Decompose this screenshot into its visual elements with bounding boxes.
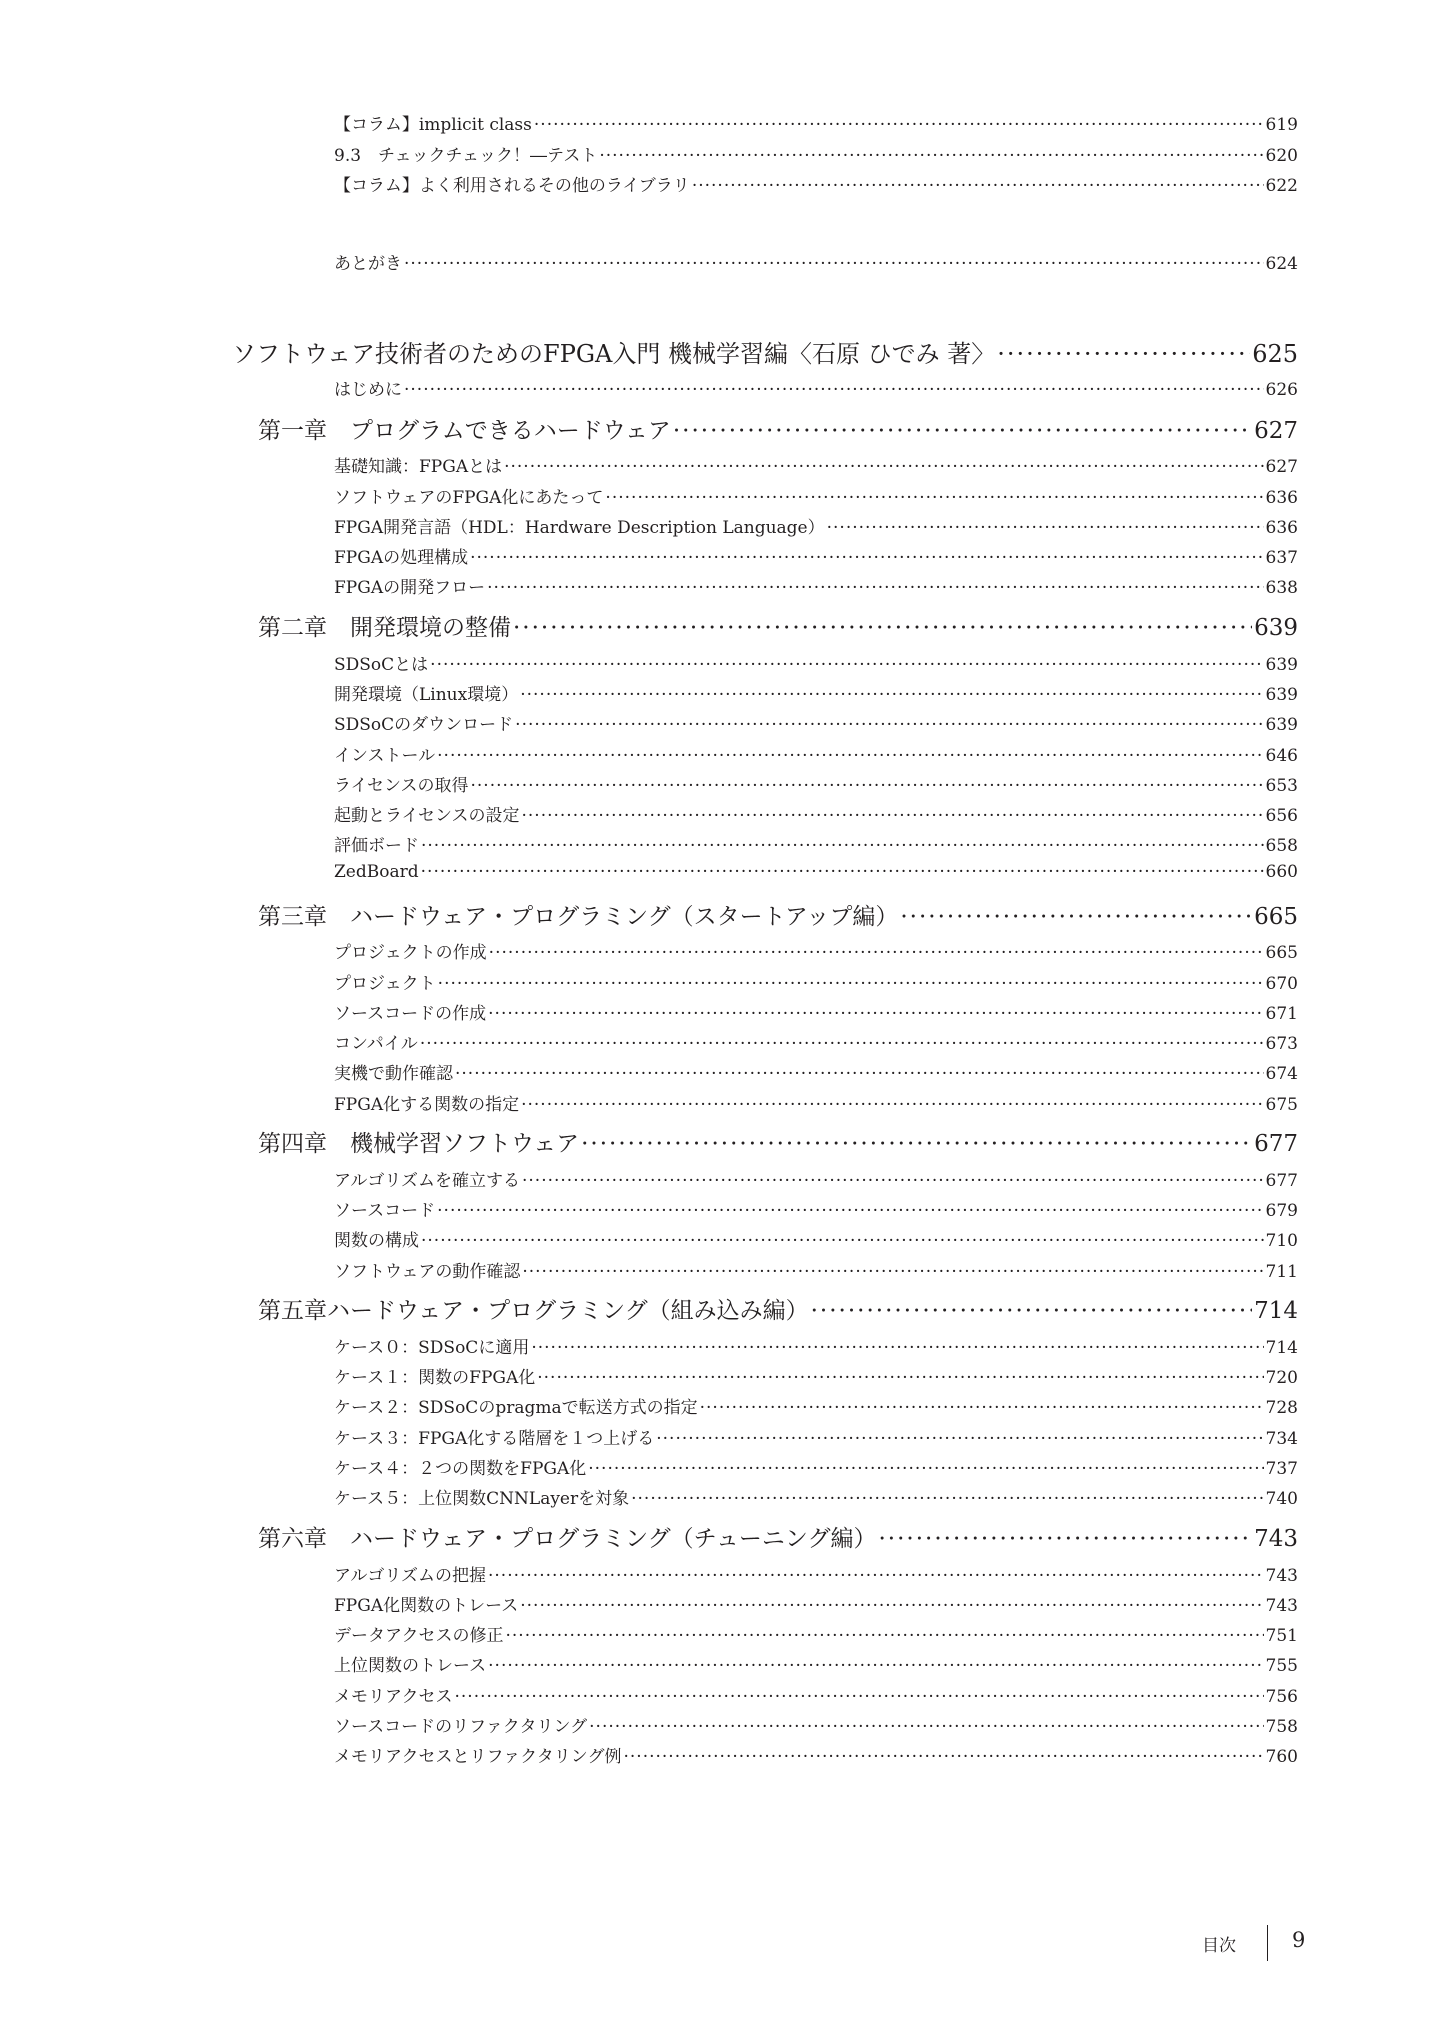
toc-dot-leader — [430, 655, 1263, 675]
toc-dot-leader — [521, 1095, 1263, 1115]
toc-entry-title: 基礎知識：FPGAとは — [334, 457, 503, 477]
toc-entry-section — [334, 1712, 1298, 1737]
toc-entry-page: 636 — [1265, 518, 1298, 538]
toc-entry-section — [334, 1196, 1298, 1221]
toc-entry-title: ライセンスの取得 — [334, 776, 469, 796]
toc-dot-leader — [588, 1459, 1263, 1479]
toc-entry-section — [334, 999, 1298, 1024]
toc-entry-title: ケース０：SDSoCに適用 — [334, 1338, 530, 1358]
toc-entry-page: 720 — [1265, 1368, 1298, 1388]
toc-dot-leader — [470, 548, 1263, 568]
toc-entry-page: 627 — [1265, 457, 1298, 477]
toc-entry-title: はじめに — [334, 380, 402, 400]
toc-entry-chapter — [258, 1292, 1298, 1325]
toc-dot-leader — [455, 1687, 1264, 1707]
toc-entry-section — [334, 938, 1298, 963]
toc-entry-section — [334, 1682, 1298, 1707]
toc-entry-title: ソフトウェア技術者のためのFPGA入門 機械学習編〈石原 ひでみ 著〉 — [232, 340, 996, 368]
toc-dot-leader — [506, 1626, 1264, 1646]
toc-entry-title: FPGA化関数のトレース — [334, 1596, 519, 1616]
toc-dot-leader — [531, 1338, 1263, 1358]
toc-dot-leader — [589, 1717, 1263, 1737]
toc-entry-part — [232, 334, 1298, 369]
toc-entry-chapter — [258, 898, 1298, 931]
toc-entry-section — [334, 1059, 1298, 1084]
toc-entry-section — [334, 1454, 1298, 1479]
toc-entry-page: 627 — [1254, 418, 1298, 444]
toc-entry-title: 第二章 開発環境の整備 — [258, 615, 511, 641]
toc-entry-title: 開発環境（Linux環境） — [334, 685, 519, 705]
toc-entry-title: 第一章 プログラムできるハードウェア — [258, 418, 671, 444]
toc-entry-section — [334, 141, 1298, 166]
toc-entry-page: 740 — [1265, 1489, 1298, 1509]
toc-entry-page: 714 — [1265, 1338, 1298, 1358]
toc-entry-title: 第五章ハードウェア・プログラミング（組み込み編） — [258, 1298, 809, 1324]
toc-entry-title: ケース５：上位関数CNNLayerを対象 — [334, 1489, 630, 1509]
toc-entry-title: 9.3 チェックチェック！―テスト — [334, 146, 598, 166]
toc-entry-title: ソフトウェアの動作確認 — [334, 1262, 521, 1282]
toc-entry-title: 上位関数のトレース — [334, 1656, 487, 1676]
toc-dot-leader — [599, 146, 1263, 166]
toc-entry-section — [334, 1393, 1298, 1418]
toc-entry-section — [334, 1621, 1298, 1646]
toc-entry-page: 677 — [1265, 1171, 1298, 1191]
toc-entry-page: 728 — [1265, 1398, 1298, 1418]
toc-entry-page: 743 — [1265, 1566, 1298, 1586]
toc-dot-leader — [700, 1398, 1264, 1418]
toc-entry-page: 665 — [1265, 943, 1298, 963]
toc-entry-title: 【コラム】よく利用されるその他のライブラリ — [334, 176, 690, 196]
toc-entry-page: 756 — [1265, 1687, 1298, 1707]
toc-entry-section — [334, 771, 1298, 796]
toc-entry-page: 639 — [1265, 655, 1298, 675]
toc-entry-page: 622 — [1265, 176, 1298, 196]
toc-entry-title: あとがき — [334, 254, 402, 274]
toc-entry-title: コンパイル — [334, 1034, 418, 1054]
toc-entry-page: 625 — [1252, 340, 1298, 368]
toc-dot-leader — [513, 615, 1252, 641]
toc-dot-leader — [421, 862, 1264, 882]
toc-entry-title: プロジェクト — [334, 974, 436, 994]
toc-dot-leader — [692, 176, 1264, 196]
toc-entry-page: 638 — [1265, 578, 1298, 598]
toc-entry-page: 671 — [1265, 1004, 1298, 1024]
toc-dot-leader — [581, 1131, 1252, 1157]
toc-dot-leader — [404, 380, 1264, 400]
toc-entry-section — [334, 1591, 1298, 1616]
toc-entry-title: ZedBoard — [334, 862, 419, 882]
toc-entry-section — [334, 1484, 1298, 1509]
toc-dot-leader — [537, 1368, 1263, 1388]
toc-entry-section — [334, 1333, 1298, 1358]
toc-entry-page: 639 — [1265, 685, 1298, 705]
toc-entry-title: メモリアクセスとリファクタリング例 — [334, 1747, 622, 1767]
toc-entry-section — [334, 1226, 1298, 1251]
toc-entry-page: 674 — [1265, 1064, 1298, 1084]
toc-entry-title: 第六章 ハードウェア・プログラミング（チューニング編） — [258, 1526, 877, 1552]
toc-entry-section — [334, 1166, 1298, 1191]
toc-entry-page: 620 — [1265, 146, 1298, 166]
toc-dot-leader — [470, 776, 1263, 796]
toc-entry-chapter — [258, 1520, 1298, 1553]
toc-dot-leader — [488, 1004, 1263, 1024]
toc-entry-page: 670 — [1265, 974, 1298, 994]
toc-entry-section — [334, 1363, 1298, 1388]
toc-dot-leader — [811, 1298, 1252, 1324]
toc-entry-section — [334, 831, 1298, 856]
toc-entry-page: 755 — [1265, 1656, 1298, 1676]
toc-dot-leader — [455, 1064, 1264, 1084]
toc-entry-section — [334, 741, 1298, 766]
toc-dot-leader — [878, 1526, 1252, 1552]
footer-divider — [1267, 1925, 1268, 1961]
toc-entry-title: インストール — [334, 746, 436, 766]
toc-entry-title: アルゴリズムを確立する — [334, 1171, 520, 1191]
toc-entry-page: 656 — [1265, 806, 1298, 826]
footer-section-label: 目次 — [1202, 1936, 1236, 1956]
toc-entry-title: ソースコードの作成 — [334, 1004, 487, 1024]
toc-entry-section — [334, 1742, 1298, 1767]
toc-entry-title: ソースコードのリファクタリング — [334, 1717, 588, 1737]
toc-entry-section — [334, 110, 1298, 135]
page-footer — [1180, 1925, 1330, 1965]
toc-entry-section — [334, 969, 1298, 994]
toc-entry-section — [334, 1090, 1298, 1115]
toc-entry-title: アルゴリズムの把握 — [334, 1566, 486, 1586]
toc-dot-leader — [520, 1596, 1263, 1616]
toc-entry-chapter — [258, 609, 1298, 642]
toc-entry-title: FPGAの開発フロー — [334, 578, 486, 598]
toc-dot-leader — [827, 518, 1264, 538]
toc-entry-page: 665 — [1254, 904, 1298, 930]
toc-entry-page: 743 — [1265, 1596, 1298, 1616]
toc-entry-page: 636 — [1265, 488, 1298, 508]
toc-entry-section — [334, 1424, 1298, 1449]
toc-entry-page: 711 — [1265, 1262, 1298, 1282]
toc-entry-section — [334, 249, 1298, 274]
toc-entry-page: 653 — [1265, 776, 1298, 796]
toc-entry-page: 639 — [1265, 715, 1298, 735]
toc-entry-title: 評価ボード — [334, 836, 419, 856]
toc-entry-title: 起動とライセンスの設定 — [334, 806, 520, 826]
toc-entry-section — [334, 375, 1298, 400]
toc-entry-section — [334, 1257, 1298, 1282]
toc-dot-leader — [520, 685, 1263, 705]
toc-entry-title: ケース２：SDSoCのpragmaで転送方式の指定 — [334, 1398, 698, 1418]
toc-dot-leader — [421, 1231, 1264, 1251]
toc-entry-title: 第四章 機械学習ソフトウェア — [258, 1131, 580, 1157]
toc-entry-section — [334, 171, 1298, 196]
toc-dot-leader — [437, 746, 1263, 766]
toc-entry-title: 【コラム】implicit class — [334, 115, 532, 135]
toc-entry-title: SDSoCのダウンロード — [334, 715, 514, 735]
toc-dot-leader — [504, 457, 1263, 477]
toc-entry-section — [334, 680, 1298, 705]
toc-dot-leader — [438, 974, 1264, 994]
toc-entry-section — [334, 1029, 1298, 1054]
toc-entry-section — [334, 452, 1298, 477]
toc-entry-page: 758 — [1265, 1717, 1298, 1737]
toc-entry-section — [334, 801, 1298, 826]
toc-entry-section — [334, 483, 1298, 508]
toc-entry-page: 637 — [1265, 548, 1298, 568]
toc-entry-title: メモリアクセス — [334, 1687, 453, 1707]
toc-entry-section — [334, 1561, 1298, 1586]
toc-entry-title: 第三章 ハードウェア・プログラミング（スタートアップ編） — [258, 904, 899, 930]
toc-dot-leader — [673, 418, 1252, 444]
toc-entry-title: 関数の構成 — [334, 1231, 419, 1251]
toc-entry-page: 619 — [1265, 115, 1298, 135]
toc-entry-title: FPGA開発言語（HDL：Hardware Description Language） — [334, 518, 825, 538]
toc-dot-leader — [515, 715, 1263, 735]
toc-dot-leader — [489, 943, 1264, 963]
toc-dot-leader — [420, 1034, 1264, 1054]
toc-dot-leader — [623, 1747, 1263, 1767]
footer-page-number: 9 — [1292, 1928, 1306, 1952]
toc-dot-leader — [487, 578, 1263, 598]
toc-entry-title: ソフトウェアのFPGA化にあたって — [334, 488, 604, 508]
toc-entry-section — [334, 513, 1298, 538]
toc-entry-title: ケース４：２つの関数をFPGA化 — [334, 1459, 587, 1479]
toc-entry-section — [334, 862, 1298, 882]
toc-dot-leader — [534, 115, 1264, 135]
toc-entry-page: 673 — [1265, 1034, 1298, 1054]
toc-dot-leader — [437, 1201, 1263, 1221]
toc-dot-leader — [522, 1171, 1264, 1191]
toc-entry-page: 626 — [1265, 380, 1298, 400]
toc-entry-section — [334, 573, 1298, 598]
toc-dot-leader — [488, 1656, 1263, 1676]
toc-dot-leader — [656, 1429, 1263, 1449]
toc-entry-page: 646 — [1265, 746, 1298, 766]
toc-entry-page: 734 — [1265, 1429, 1298, 1449]
toc-dot-leader — [631, 1489, 1263, 1509]
toc-dot-leader — [404, 254, 1264, 274]
toc-dot-leader — [521, 806, 1263, 826]
toc-entry-title: ソースコード — [334, 1201, 436, 1221]
toc-entry-chapter — [258, 1125, 1298, 1158]
toc-entry-page: 624 — [1265, 254, 1298, 274]
toc-entry-page: 675 — [1265, 1095, 1298, 1115]
toc-entry-title: FPGAの処理構成 — [334, 548, 469, 568]
toc-entry-title: FPGA化する関数の指定 — [334, 1095, 520, 1115]
toc-dot-leader — [900, 904, 1252, 930]
toc-entry-title: データアクセスの修正 — [334, 1626, 504, 1646]
toc-dot-leader — [421, 836, 1264, 856]
toc-entry-page: 677 — [1254, 1131, 1298, 1157]
toc-entry-page: 679 — [1265, 1201, 1298, 1221]
toc-entry-title: ケース３：FPGA化する階層を１つ上げる — [334, 1429, 655, 1449]
toc-entry-page: 737 — [1265, 1459, 1298, 1479]
toc-dot-leader — [488, 1566, 1264, 1586]
toc-entry-page: 714 — [1254, 1298, 1298, 1324]
toc-entry-page: 743 — [1254, 1526, 1298, 1552]
toc-entry-title: SDSoCとは — [334, 655, 429, 675]
toc-entry-section — [334, 650, 1298, 675]
toc-entry-page: 710 — [1265, 1231, 1298, 1251]
toc-dot-leader — [522, 1262, 1263, 1282]
toc-entry-page: 639 — [1254, 615, 1298, 641]
toc-dot-leader — [997, 340, 1250, 368]
toc-entry-page: 751 — [1265, 1626, 1298, 1646]
toc-entry-page: 658 — [1265, 836, 1298, 856]
toc-entry-section — [334, 1651, 1298, 1676]
toc-entry-page: 660 — [1265, 862, 1298, 882]
toc-entry-title: プロジェクトの作成 — [334, 943, 487, 963]
toc-entry-section — [334, 710, 1298, 735]
toc-dot-leader — [605, 488, 1263, 508]
toc-entry-section — [334, 543, 1298, 568]
toc-entry-title: 実機で動作確認 — [334, 1064, 453, 1084]
toc-entry-page: 760 — [1265, 1747, 1298, 1767]
toc-entry-title: ケース１：関数のFPGA化 — [334, 1368, 536, 1388]
toc-entry-chapter — [258, 412, 1298, 445]
